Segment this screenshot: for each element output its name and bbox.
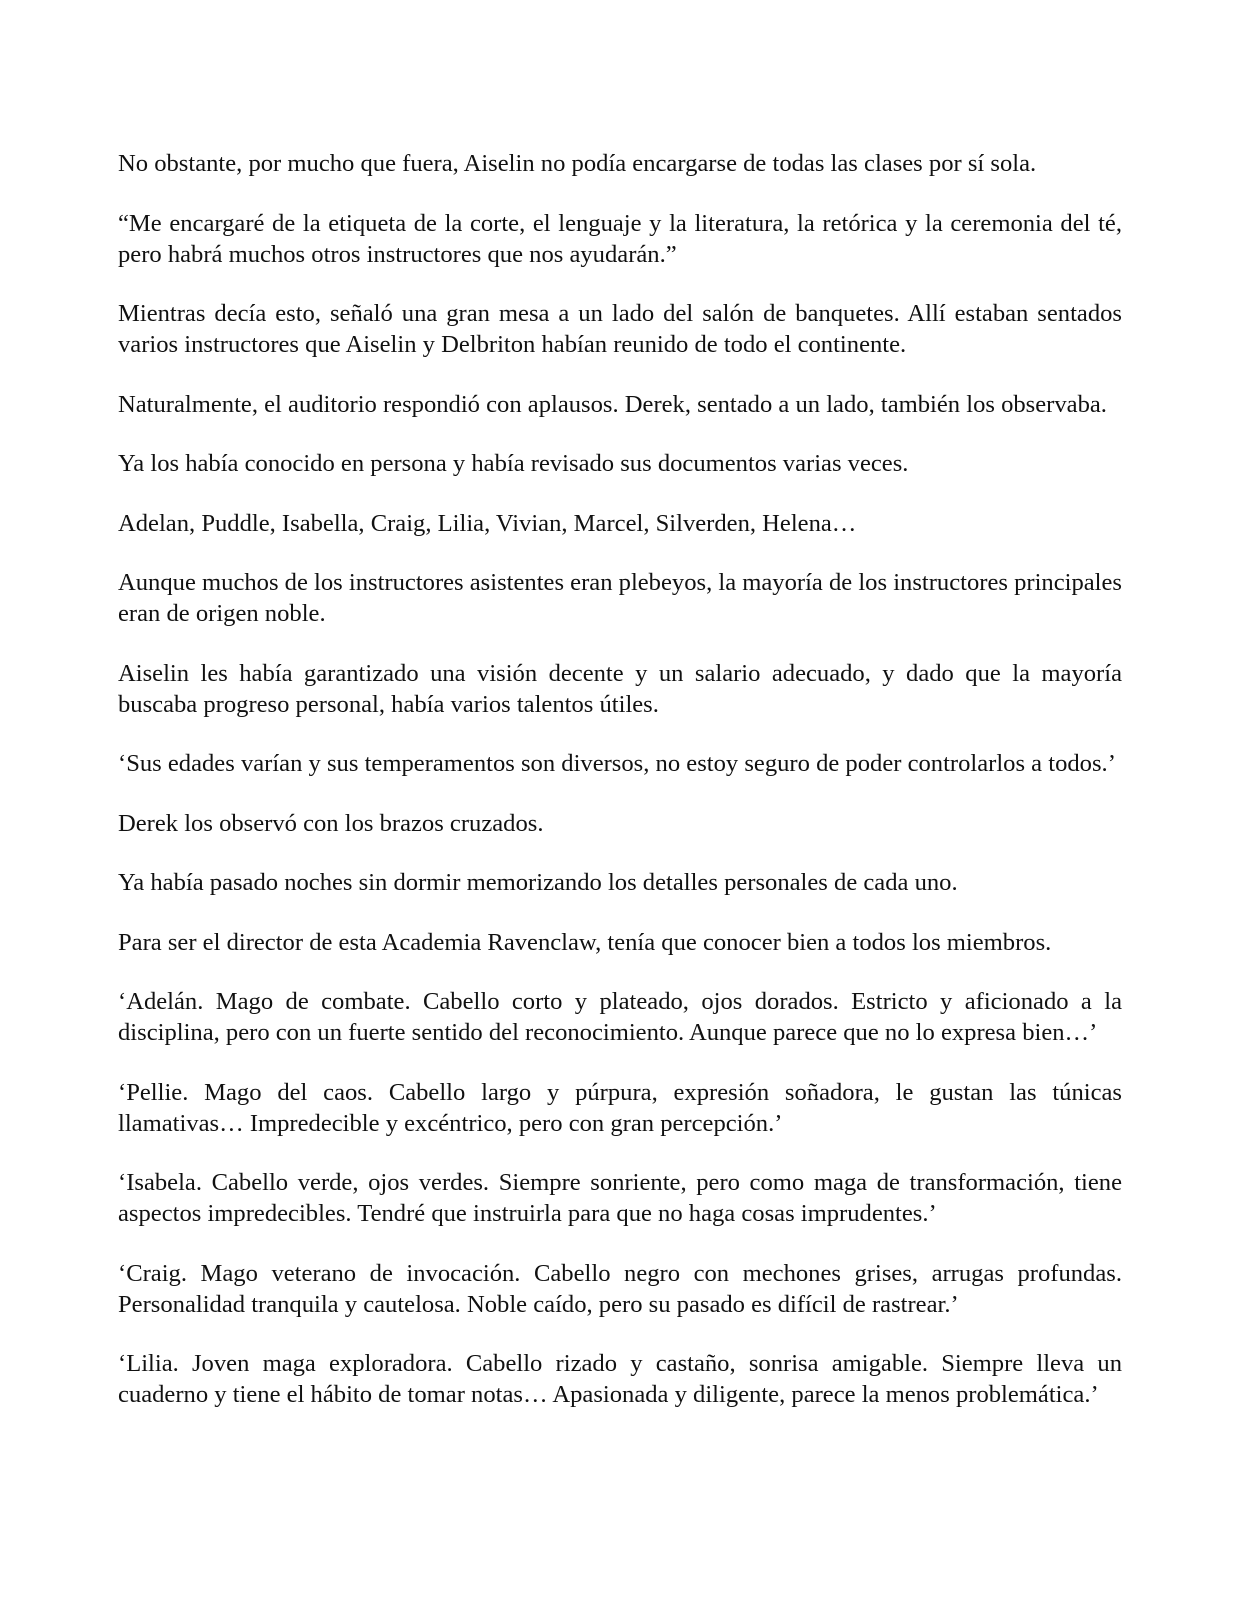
paragraph: Mientras decía esto, señaló una gran mesa a un lado del salón de banquetes. Allí estaban sentados varios instructores que Aiselin y Delbriton habían reunido de todo el continente. (118, 300, 1122, 358)
paragraph: Aiselin les había garantizado una visión decente y un salario adecuado, y dado que la mayoría buscaba progreso personal, había varios talentos útiles. (118, 659, 1122, 718)
paragraph: Adelan, Puddle, Isabella, Craig, Lilia, Vivian, Marcel, Silverden, Helena… (118, 509, 857, 537)
paragraph: “Me encargaré de la etiqueta de la corte, el lenguaje y la literatura, la retórica y la ceremonia del té, pero habrá muchos otros instructores que nos ayudarán.” (118, 209, 1122, 268)
paragraph: Naturalmente, el auditorio respondió con aplausos. Derek, sentado a un lado, también los observaba. (118, 390, 1107, 418)
paragraph: Aunque muchos de los instructores asistentes eran plebeyos, la mayoría de los instructores principales eran de origen noble. (118, 569, 1122, 627)
paragraph: No obstante, por mucho que fuera, Aiselin no podía encargarse de todas las clases por sí sola. (118, 150, 1037, 177)
document-body (118, 148, 1122, 1439)
paragraph: ‘Pellie. Mago del caos. Cabello largo y púrpura, expresión soñadora, le gustan las túnicas llamativas… Impredecible y excéntrico, pero con gran percepción.’ (118, 1078, 1122, 1137)
paragraph: ‘Lilia. Joven maga exploradora. Cabello rizado y castaño, sonrisa amigable. Siempre lleva un cuaderno y tiene el hábito de tomar notas… Apasionada y diligente, parece la menos problemática.’ (118, 1350, 1122, 1408)
paragraph: ‘Sus edades varían y sus temperamentos son diversos, no estoy seguro de poder controlarlos a todos.’ (118, 750, 1116, 777)
paragraph: ‘Isabela. Cabello verde, ojos verdes. Siempre sonriente, pero como maga de transformación, tiene aspectos impredecibles. Tendré que instruirla para que no haga cosas imprudentes.’ (118, 1169, 1122, 1227)
paragraph: Para ser el director de esta Academia Ravenclaw, tenía que conocer bien a todos los miembros. (118, 928, 1052, 956)
paragraph: ‘Craig. Mago veterano de invocación. Cabello negro con mechones grises, arrugas profundas. Personalidad tranquila y cautelosa. Noble caído, pero su pasado es difícil de rastrear.’ (118, 1259, 1122, 1318)
paragraph: Ya había pasado noches sin dormir memorizando los detalles personales de cada uno. (118, 869, 958, 896)
paragraph: Derek los observó con los brazos cruzados. (118, 809, 544, 837)
paragraph: ‘Adelán. Mago de combate. Cabello corto y plateado, ojos dorados. Estricto y aficionado a la disciplina, pero con un fuerte sentido del reconocimiento. Aunque parece que no lo expresa bien…’ (118, 988, 1122, 1046)
paragraph: Ya los había conocido en persona y había revisado sus documentos varias veces. (118, 450, 909, 477)
